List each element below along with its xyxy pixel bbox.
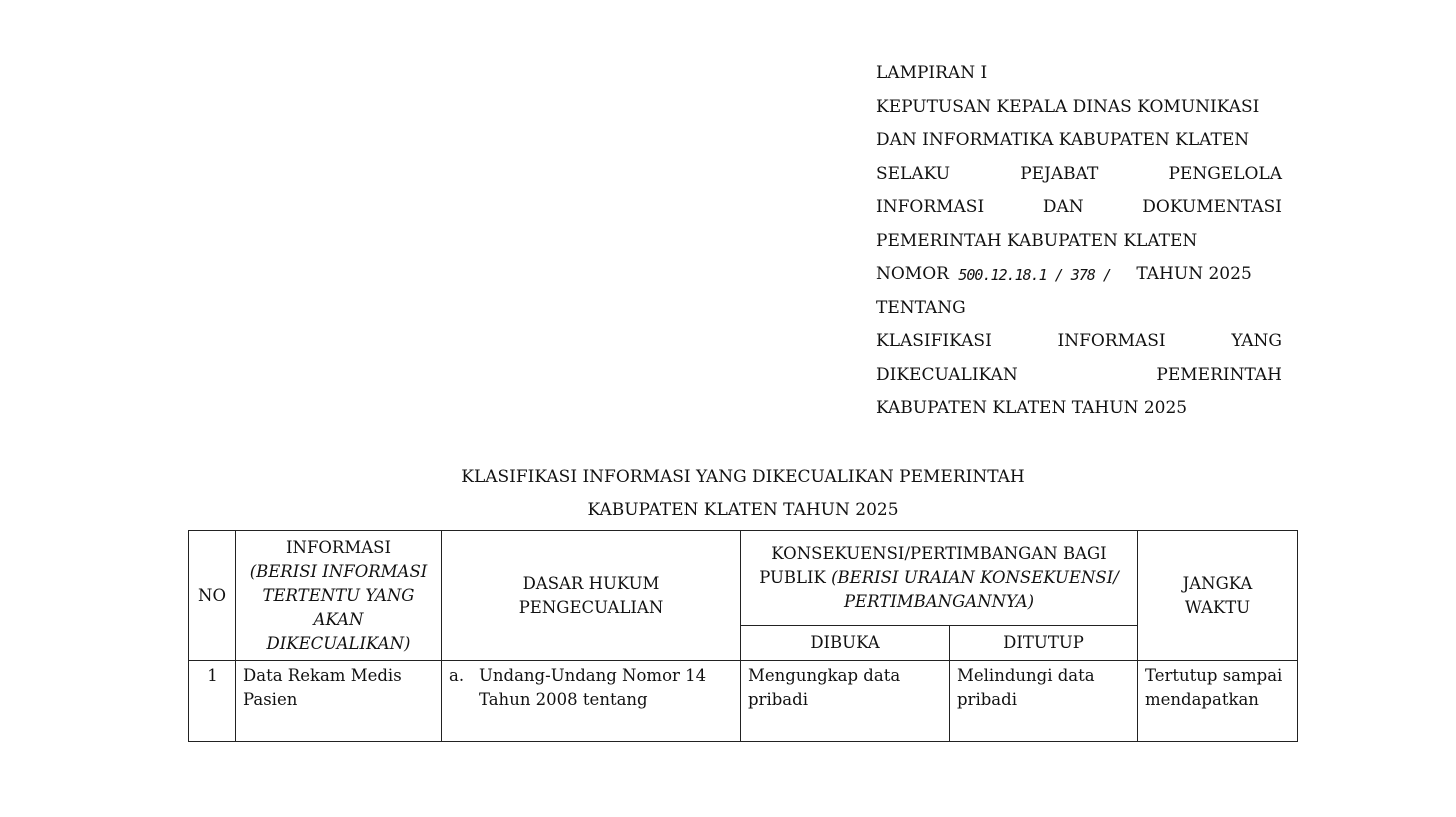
header-dibuka: DIBUKA: [741, 626, 950, 661]
word: PEJABAT: [1020, 163, 1099, 184]
legal-basis-item: [449, 664, 734, 712]
legal-basis-letter: a.: [449, 666, 465, 685]
word: PENGELOLA: [1168, 163, 1282, 184]
cell-jangka-waktu: Tertutup sampai mendapatkan: [1138, 661, 1298, 742]
word: INFORMASI: [876, 197, 985, 217]
cell-dasar-hukum: [442, 661, 741, 742]
header-informasi: [236, 531, 442, 661]
header-ditutup: DITUTUP: [950, 626, 1138, 661]
word: INFORMASI: [1057, 331, 1166, 351]
lampiran-subject-line2: [876, 359, 1282, 393]
header-informasi-note: (BERISI INFORMASI TERTENTU YANG AKAN DIKECUALIKAN): [249, 561, 428, 653]
classification-table: [188, 530, 1298, 742]
cell-informasi: Data Rekam Medis Pasien: [236, 661, 442, 742]
header-jangka-waktu: JANGKA WAKTU: [1138, 531, 1298, 661]
word: DAN: [1042, 197, 1084, 217]
word: DIKECUALIKAN: [876, 364, 1018, 385]
word: DOKUMENTASI: [1142, 197, 1282, 217]
lampiran-subject-line3: KABUPATEN KLATEN TAHUN 2025: [876, 398, 1188, 418]
lampiran-tentang: TENTANG: [876, 297, 966, 318]
cell-dibuka: Mengungkap data pribadi: [741, 661, 950, 742]
lampiran-line-dinas: DAN INFORMATIKA KABUPATEN KLATEN: [876, 130, 1250, 150]
title-line-2: KABUPATEN KLATEN TAHUN 2025: [587, 500, 899, 520]
lampiran-nomor: [876, 258, 1282, 292]
lampiran-subject-line1: [876, 325, 1282, 359]
legal-basis-text: Undang-Undang Nomor 14 Tahun 2008 tentang: [479, 666, 707, 709]
cell-ditutup: Melindungi data pribadi: [950, 661, 1138, 742]
lampiran-label: LAMPIRAN I: [876, 63, 988, 83]
word: KLASIFIKASI: [876, 331, 992, 351]
lampiran-line-pemerintah: PEMERINTAH KABUPATEN KLATEN: [876, 230, 1198, 251]
nomor-handwritten: 500.12.18.1 / 378 /: [958, 266, 1111, 284]
table-header-row: [189, 531, 1298, 626]
word: PEMERINTAH: [1156, 364, 1282, 385]
document-title: [190, 461, 1296, 527]
nomor-tahun: TAHUN 2025: [1136, 264, 1252, 284]
header-konsekuensi-label: KONSEKUENSI/PERTIMBANGAN BAGI PUBLIK: [759, 544, 1107, 587]
nomor-label: NOMOR: [876, 264, 949, 284]
lampiran-line-keputusan: KEPUTUSAN KEPALA DINAS KOMUNIKASI: [876, 96, 1260, 117]
header-dasar-hukum: DASAR HUKUM PENGECUALIAN: [442, 531, 741, 661]
header-konsekuensi: [741, 531, 1138, 626]
word: SELAKU: [876, 163, 951, 184]
cell-no: 1: [189, 661, 236, 742]
header-no: NO: [189, 531, 236, 661]
lampiran-line-informasi: [876, 191, 1282, 225]
lampiran-line-selaku: [876, 158, 1282, 192]
header-informasi-label: INFORMASI: [286, 537, 391, 557]
header-konsekuensi-note: (BERISI URAIAN KONSEKUENSI/ PERTIMBANGANNYA): [831, 568, 1119, 611]
lampiran-header: [876, 57, 1282, 426]
table-row: [189, 661, 1298, 742]
title-line-1: KLASIFIKASI INFORMASI YANG DIKECUALIKAN PEMERINTAH: [461, 467, 1025, 487]
word: YANG: [1231, 331, 1282, 351]
